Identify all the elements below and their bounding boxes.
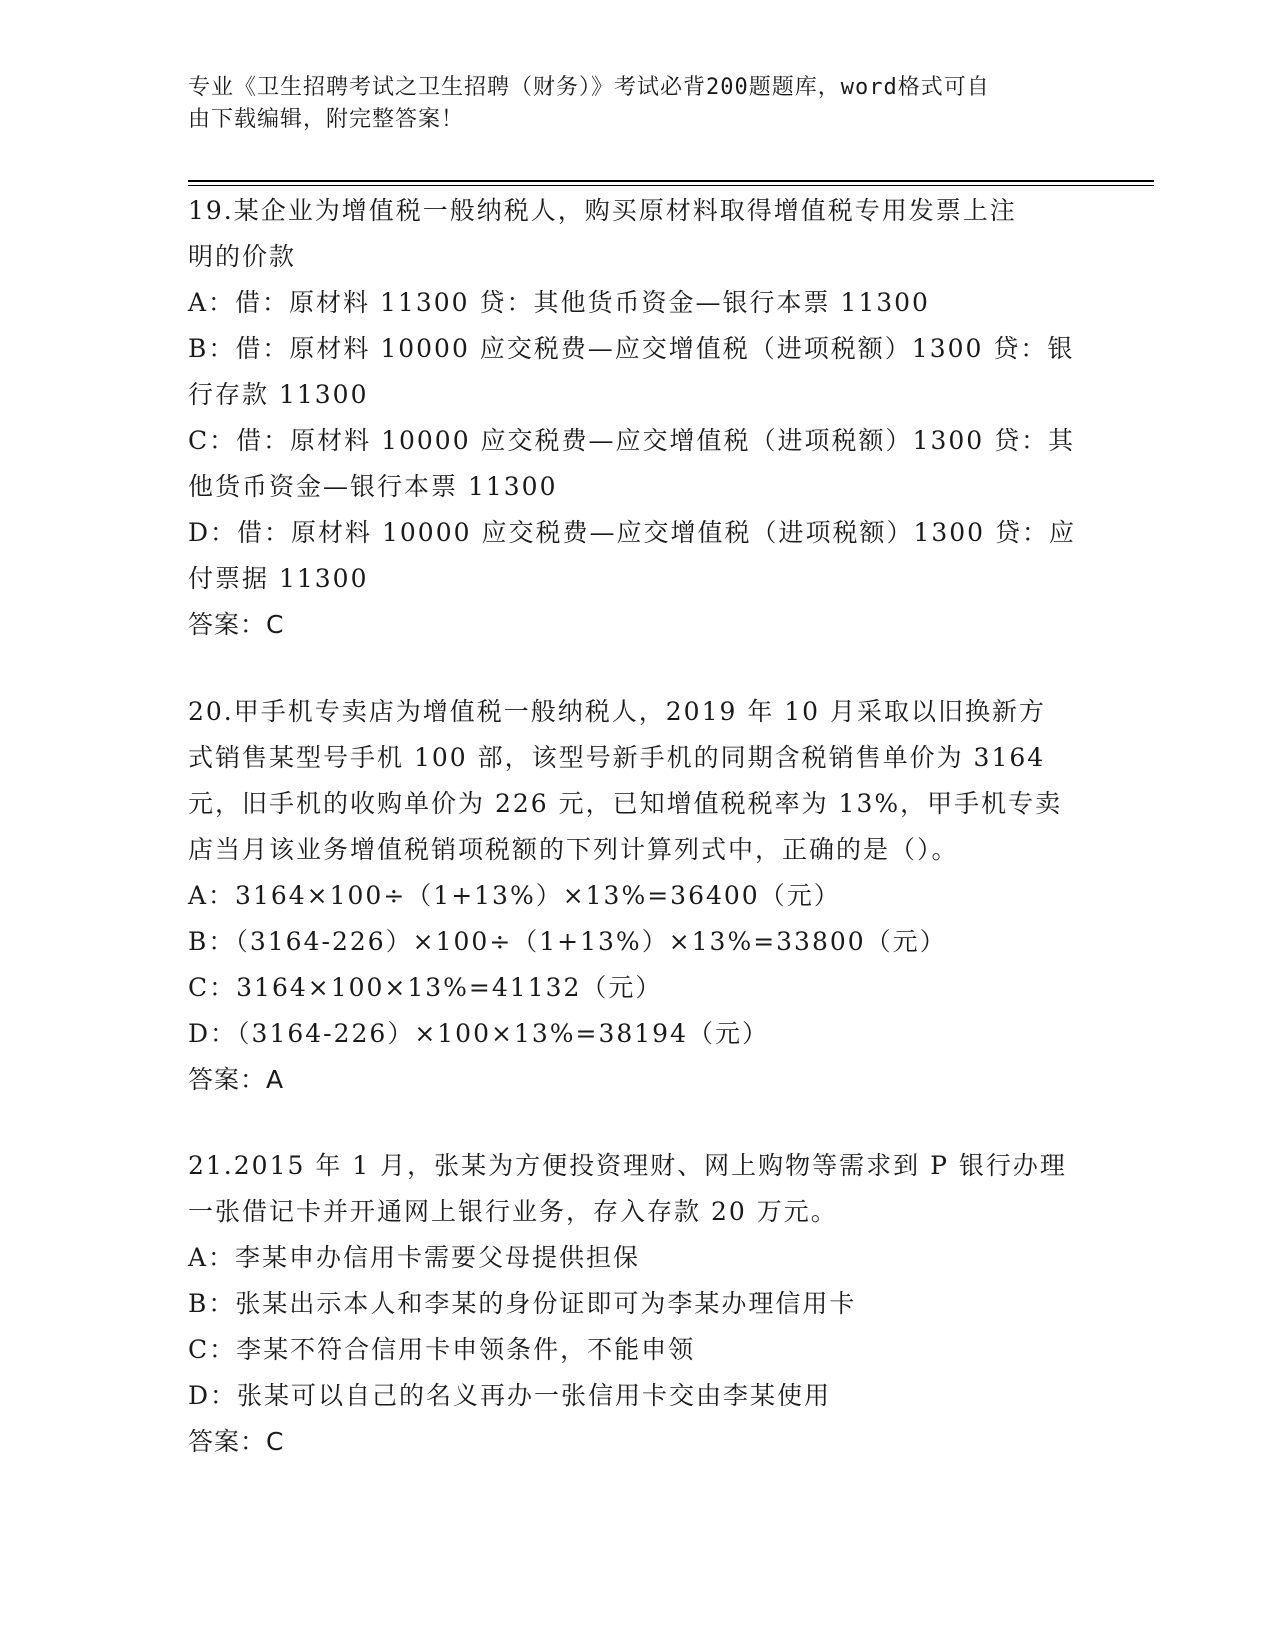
question-stem-line: 元，旧手机的收购单价为 226 元，已知增值税税率为 13%，甲手机专卖 <box>188 789 1063 818</box>
option-c: C：3164×100×13%=41132（元） <box>188 973 663 1002</box>
document-header <box>188 72 1068 136</box>
question-stem-line: 一张借记卡并开通网上银行业务，存入存款 20 万元。 <box>188 1197 838 1226</box>
question-stem-line: 21.2015 年 1 月，张某为方便投资理财、网上购物等需求到 P 银行办理 <box>188 1151 1067 1180</box>
header-divider <box>188 185 1154 186</box>
option-b: B：张某出示本人和李某的身份证即可为李某办理信用卡 <box>188 1289 857 1318</box>
option-c-cont: 他货币资金—银行本票 11300 <box>188 472 558 501</box>
header-line: 由下载编辑，附完整答案！ <box>188 107 465 132</box>
header-line: 专业《卫生招聘考试之卫生招聘（财务）》考试必背200题题库，word格式可自 <box>188 75 990 100</box>
option-d-cont: 付票据 11300 <box>188 564 369 593</box>
question-stem-line: 式销售某型号手机 100 部，该型号新手机的同期含税销售单价为 3164 <box>188 743 1046 772</box>
option-b-cont: 行存款 11300 <box>188 380 369 409</box>
answer-label: 答案：C <box>188 1427 285 1456</box>
option-a: A：李某申办信用卡需要父母提供担保 <box>188 1243 641 1272</box>
option-c: C：李某不符合信用卡申领条件，不能申领 <box>188 1335 696 1364</box>
question-20 <box>188 689 1088 1103</box>
question-21 <box>188 1143 1088 1465</box>
option-a: A：3164×100÷（1+13%）×13%=36400（元） <box>188 881 841 910</box>
question-stem-line: 店当月该业务增值税销项税额的下列计算列式中，正确的是（）。 <box>188 835 959 864</box>
question-stem-line: 19.某企业为增值税一般纳税人，购买原材料取得增值税专用发票上注 <box>188 196 1017 225</box>
option-d: D：张某可以自己的名义再办一张信用卡交由李某使用 <box>188 1381 832 1410</box>
option-d: D：借：原材料 10000 应交税费—应交增值税（进项税额）1300 贷：应 <box>188 518 1077 547</box>
option-a: A：借：原材料 11300 贷：其他货币资金—银行本票 11300 <box>188 288 930 317</box>
question-stem-line: 20.甲手机专卖店为增值税一般纳税人，2019 年 10 月采取以旧换新方 <box>188 697 1047 726</box>
answer-label: 答案：A <box>188 1065 285 1094</box>
option-b: B：借：原材料 10000 应交税费—应交增值税（进项税额）1300 贷：银 <box>188 334 1075 363</box>
answer-label: 答案：C <box>188 610 285 639</box>
question-19 <box>188 188 1088 648</box>
question-stem-line: 明的价款 <box>188 242 297 271</box>
option-d: D：（3164-226）×100×13%=38194（元） <box>188 1019 769 1048</box>
option-c: C：借：原材料 10000 应交税费—应交增值税（进项税额）1300 贷：其 <box>188 426 1076 455</box>
header-divider <box>188 180 1154 182</box>
option-b: B：（3164-226）×100÷（1+13%）×13%=33800（元） <box>188 927 947 956</box>
